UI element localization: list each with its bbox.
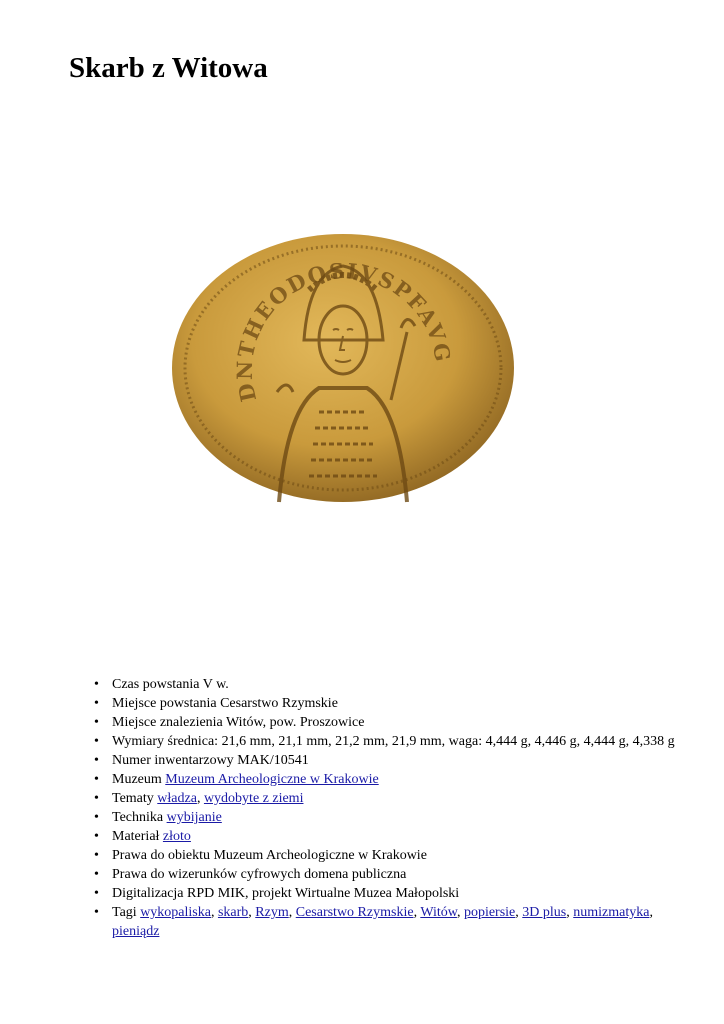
- metadata-item: [94, 827, 694, 846]
- metadata-value: domena publiczna: [304, 867, 407, 882]
- metadata-value: RPD MIK, projekt Wirtualne Muzea Małopolski: [187, 886, 460, 901]
- metadata-item: [94, 770, 694, 789]
- metadata-label: Czas powstania: [112, 677, 200, 692]
- metadata-value: V w.: [202, 677, 229, 692]
- metadata-value: Cesarstwo Rzymskie: [220, 696, 338, 711]
- coin-legend: DNTHEODOSIVSPFAVG: [231, 257, 457, 405]
- metadata-link[interactable]: Muzeum Archeologiczne w Krakowie: [165, 772, 379, 787]
- metadata-link[interactable]: wykopaliska: [140, 905, 211, 920]
- metadata-item: [94, 732, 694, 751]
- metadata-item: • Tagi wykopaliska, skarb, Rzym, Cesarstwo Rzymskie, Witów, popiersie, 3D plus, numizmatyka, pieniądz: [94, 903, 694, 941]
- metadata-link[interactable]: Cesarstwo Rzymskie: [295, 905, 414, 920]
- metadata-link[interactable]: skarb: [217, 905, 249, 920]
- metadata-link[interactable]: pieniądz: [112, 924, 160, 939]
- metadata-link[interactable]: wydobyte z ziemi: [203, 791, 304, 806]
- metadata-label: Technika: [112, 810, 164, 825]
- metadata-link[interactable]: Witów: [420, 905, 457, 920]
- coin-svg: [169, 232, 517, 504]
- metadata-value: MAK/10541: [237, 753, 309, 768]
- metadata-link[interactable]: wybijanie: [166, 810, 222, 825]
- metadata-label: Prawa do wizerunków cyfrowych: [112, 867, 301, 882]
- metadata-label: Miejsce powstania: [112, 696, 217, 711]
- metadata-item: [94, 713, 694, 732]
- metadata-item: [94, 694, 694, 713]
- metadata-item: [94, 865, 694, 884]
- metadata-item: [94, 808, 694, 827]
- metadata-link[interactable]: władza: [157, 791, 197, 806]
- metadata-list: [94, 675, 694, 941]
- metadata-link[interactable]: popiersie: [463, 905, 516, 920]
- metadata-item: [94, 846, 694, 865]
- metadata-link[interactable]: 3D plus: [522, 905, 567, 920]
- page-title: Skarb z Witowa: [69, 52, 268, 84]
- metadata-label: Wymiary: [112, 734, 165, 749]
- metadata-label: Digitalizacja: [112, 886, 184, 901]
- metadata-item: [94, 884, 694, 903]
- metadata-item: • Tematy władza, wydobyte z ziemi: [94, 789, 694, 808]
- metadata-value: Muzeum Archeologiczne w Krakowie: [213, 848, 427, 863]
- metadata-label: Prawa do obiektu: [112, 848, 210, 863]
- metadata-link[interactable]: numizmatyka: [573, 905, 650, 920]
- metadata-label: Miejsce znalezienia: [112, 715, 223, 730]
- metadata-label: Muzeum: [112, 772, 162, 787]
- metadata-label: Tematy: [112, 791, 154, 806]
- coin-image: [169, 232, 517, 504]
- metadata-label: Numer inwentarzowy: [112, 753, 234, 768]
- metadata-label: Tagi: [112, 905, 137, 920]
- metadata-item: [94, 751, 694, 770]
- metadata-value: średnica: 21,6 mm, 21,1 mm, 21,2 mm, 21,9 mm, waga: 4,444 g, 4,446 g, 4,444 g, 4,338 g: [167, 734, 675, 749]
- metadata-link[interactable]: złoto: [162, 829, 191, 844]
- metadata-label: Materiał: [112, 829, 160, 844]
- metadata-value: Witów, pow. Proszowice: [226, 715, 365, 730]
- metadata-link[interactable]: Rzym: [255, 905, 289, 920]
- metadata-item: [94, 675, 694, 694]
